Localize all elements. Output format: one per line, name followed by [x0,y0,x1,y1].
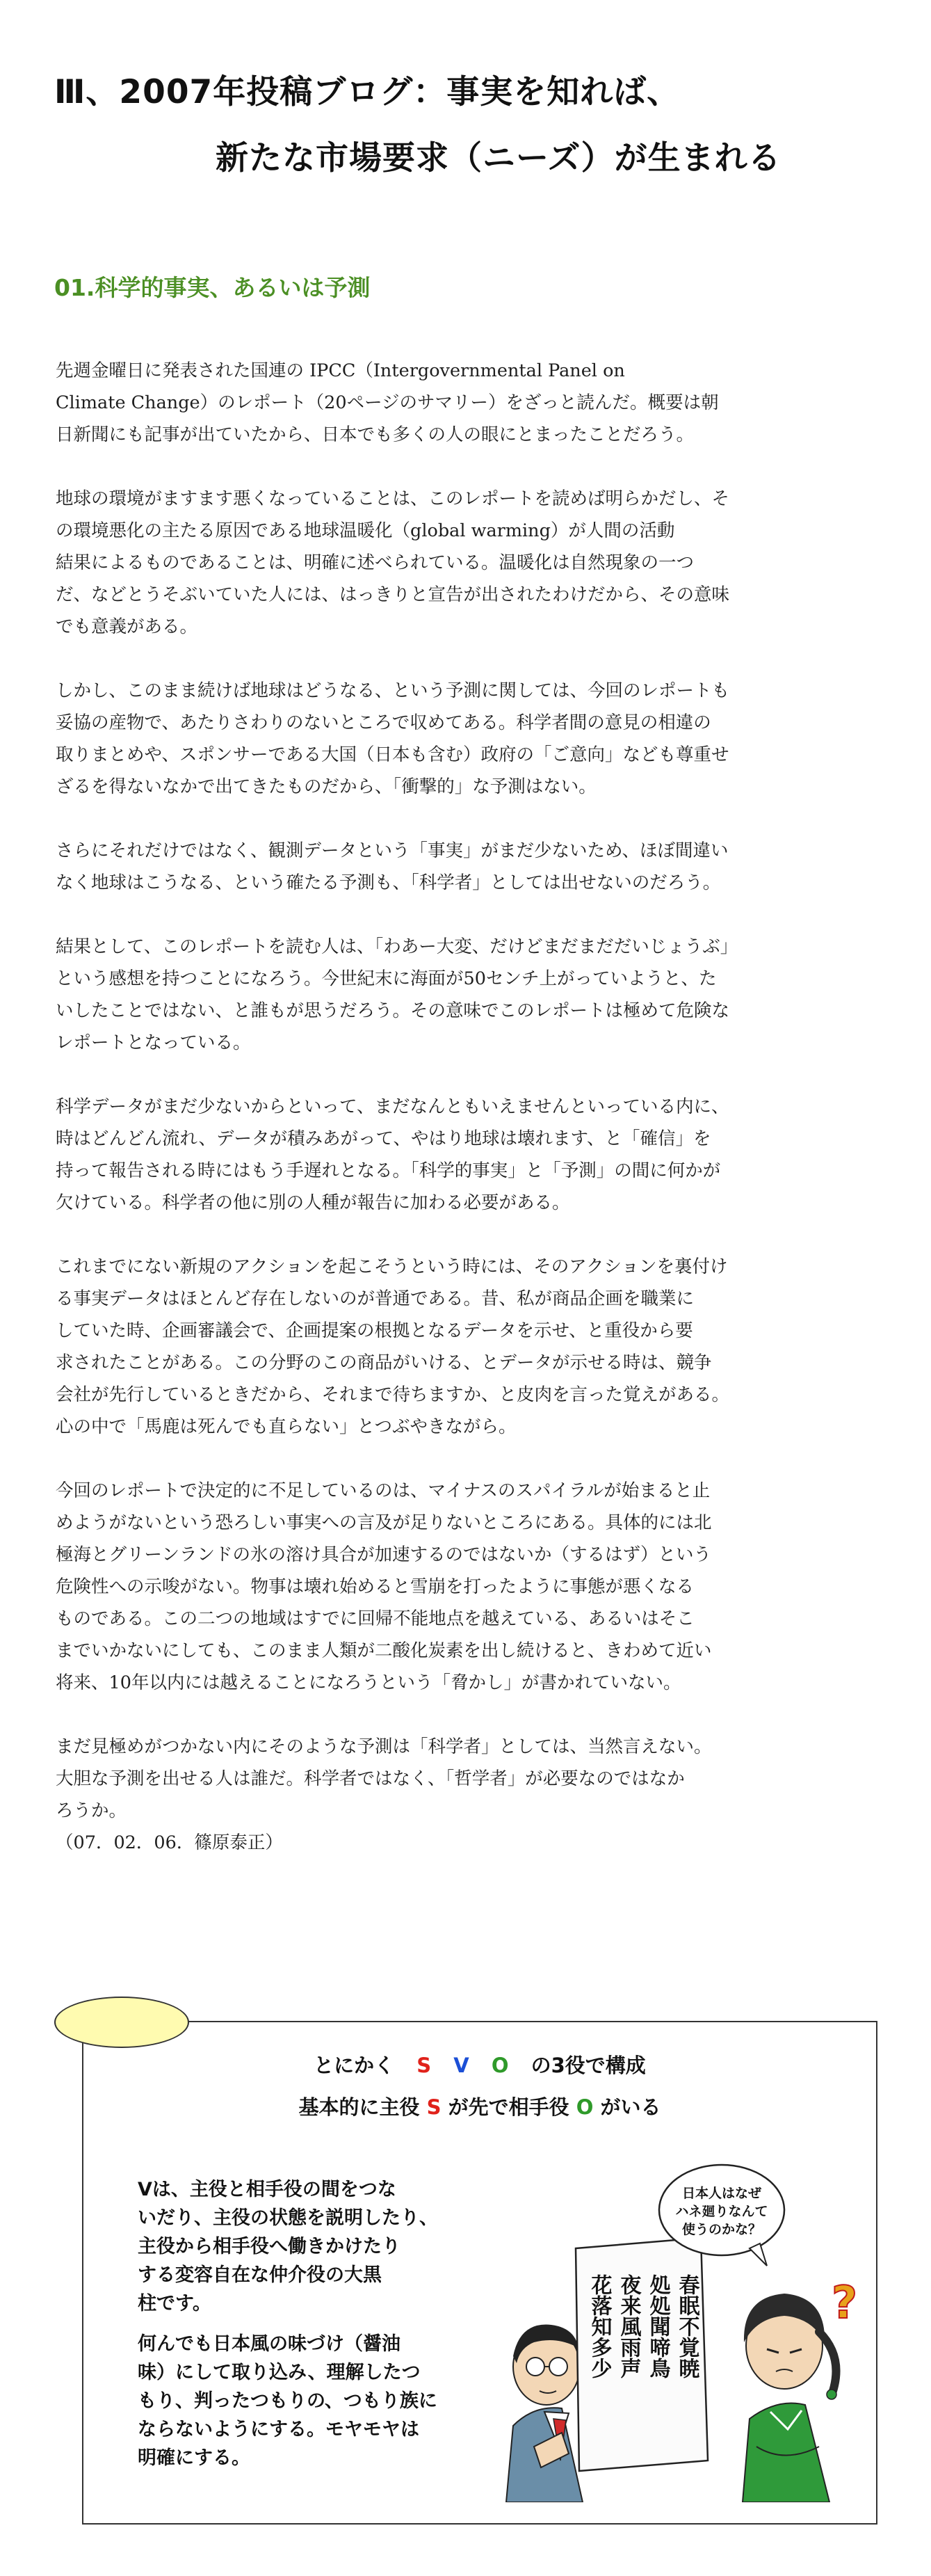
man-figure [506,2325,583,2502]
speech-line-1: 日本人はなぜ [681,2186,762,2201]
paragraph: これまでにない新規のアクションを起こそうという時には、そのアクションを裏付け る事実データはほとんど存在しないのが普通である。昔、私が商品企画を職業に していた時、企画審議会で、企画提案の根拠となるデータを示せ、と重役から要 求されたことがある。この分野のこの商品がいける、とデータが示せる時は、競争 会社が先行しているときだから、それまで待ちますか、と皮肉を言った覚えがある。 心の中で「馬鹿は死んでも直らない」とつぶやきながら。 [56,1256,730,1437]
article-body [56,355,876,1859]
question-mark: ? [832,2278,858,2329]
signature: （07．02．06．篠原泰正） [56,1832,283,1853]
letter-s: S [416,2054,432,2077]
page-title-line2: 新たな市場要求（ニーズ）が生まれる [216,139,782,177]
speech-line-3: 使うのかな？ [681,2222,762,2237]
paragraph: 結果として、このレポートを読む人は、「わあー大変、だけどまだまだだいじょうぶ」 という感想を持つことになろう。今世紀末に海面が50センチ上がっていようと、た いしたことではない、と誰もが思うだろう。その意味でこのレポートは極めて危険な レポートとなっている。 [56,936,738,1053]
callout-text-2: 何んでも日本風の味づけ（醤油 味）にして取り込み、理解したつ もり、判ったつもりの、つもり族に ならないようにする。モヤモヤは 明確にする。 [138,2333,437,2469]
paragraph: しかし、このまま続けば地球はどうなる、という予測に関しては、今回のレポートも 妥協の産物で、あたりさわりのないところで収めてある。科学者間の意見の相違の 取りまとめや、スポンサーである大国（日本も含む）政府の「ご意向」なども尊重せ ざるを得ないなかで出てきたものだから、「衝撃的」な予測はない。 [56,680,730,797]
page-title-line1: Ⅲ、2007年投稿ブログ：事実を知れば、 [54,73,681,111]
callout-box [82,2021,877,2525]
callout-heading-1 [83,2050,876,2079]
woman-figure [743,2294,836,2502]
letter-s: S [426,2095,442,2119]
callout-text-1: Vは、主役と相手役の間をつな いだり、主役の状態を説明したり、 主役から相手役へ働きかけたり する変容自在な仲介役の大黒 柱です。 [138,2179,438,2314]
speech-line-2: ハネ廻りなんて [675,2204,768,2219]
paragraph: 地球の環境がますます悪くなっていることは、このレポートを読めば明らかだし、そ の環境悪化の主たる原因である地球温暖化（global warming）が人間の活動 結果によるものであることは、明確に述べられている。温暖化は自然現象の一つ だ、などとうそぶいていた人には、はっきりと宣告が出されたわけだから、その意味 でも意義がある。 [56,488,730,637]
letter-v: V [453,2054,469,2077]
poem-column-1: 春眠不覚暁 [674,2274,699,2378]
paragraph: 今回のレポートで決定的に不足しているのは、マイナスのスパイラルが始まると止 めようがないという恐ろしい事実への言及が足りないところにある。具体的には北 極海とグリーンランドの氷の溶け具合が加速するのではないか（するはず）という 危険性への示唆がない。物事は壊れ始めると雪崩を打ったように事態が悪くなる ものである。この二つの地域はすでに回帰不能地点を越えている、あるいはそこ までいかないにしても、このまま人類が二酸化炭素を出し続けると、きわめて近い 将来、10年以内には越えることになろうという「脅かし」が書かれていない。 [56,1480,712,1693]
poem-column-3: 夜来風雨声 [616,2274,641,2378]
poem-column-4: 花落知多少 [587,2274,612,2378]
paragraph: さらにそれだけではなく、観測データという「事実」がまだ少ないため、ほぼ間違い なく地球はこうなる、という確たる予測も、「科学者」としては出せないのだろう。 [56,840,729,893]
poem-column-2: 処処聞啼鳥 [645,2274,670,2378]
heading-text: とにかく [314,2054,395,2077]
paragraph: 科学データがまだ少ないからといって、まだなんともいえませんといっている内に、 時はどんどん流れ、データが積みあがって、やはり地球は壊れます、と「確信」を 持って報告される時にはもう手遅れとなる。「科学的事実」と「予測」の間に何かが 欠けている。科学者の他に別の人種が報告に加わる必要がある。 [56,1096,729,1213]
poem-paper [576,2238,708,2471]
heading-text: の3役で構成 [531,2054,646,2077]
heading-text: が先で相手役 [448,2095,569,2119]
heading-text: がいる [600,2095,661,2119]
callout-heading-2 [83,2092,876,2120]
letter-o: O [576,2095,594,2119]
section-title: 01.科学的事実、あるいは予測 [54,274,371,301]
paragraph: 先週金曜日に発表された国連の IPCC（Intergovernmental Panel on Climate Change）のレポート（20ページのサマリー）をざっと読んだ。概要は朝 日新聞にも記事が出ていたから、日本でも多くの人の眼にとまったことだろう。 [56,360,719,445]
closing-paragraph: まだ見極めがつかない内にそのような予測は「科学者」としては、当然言えない。 大胆な予測を出せる人は誰だ。科学者ではなく、「哲学者」が必要なのではなか ろうか。 [56,1736,712,1821]
letter-o: O [491,2054,509,2077]
cartoon-illustration [492,2154,864,2502]
heading-text: 基本的に主役 [298,2095,420,2119]
callout-oval-tab [54,1997,189,2048]
